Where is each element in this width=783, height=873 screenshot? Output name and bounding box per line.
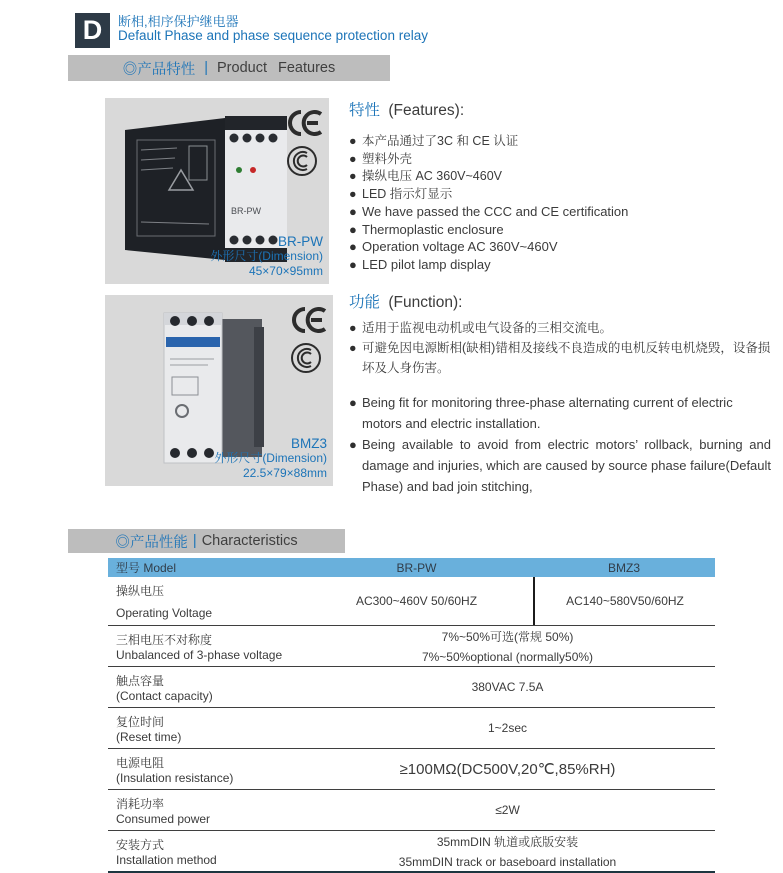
section-title-zh: ◎产品性能	[115, 534, 188, 551]
bullet-icon: ●	[349, 321, 357, 335]
cell-merged: 1~2sec	[487, 721, 528, 735]
function-heading-en: (Function):	[388, 294, 463, 311]
bullet-icon: ●	[349, 256, 357, 272]
features-heading-en: (Features):	[388, 102, 465, 119]
table-header-row	[108, 558, 715, 577]
row-label	[108, 577, 300, 625]
product-model: BMZ3	[290, 435, 327, 451]
cell-value-en: 7%~50%optional (normally50%)	[421, 650, 594, 664]
cell-bmz3: AC140~580V50/60HZ	[533, 577, 715, 625]
function-list-en	[349, 392, 771, 497]
dimension-label: 外形尺寸(Dimension)	[214, 451, 327, 465]
features-heading-zh: 特性	[349, 102, 381, 119]
row-label	[108, 708, 300, 748]
section-separator: |	[192, 533, 197, 549]
bullet-icon: ●	[349, 437, 357, 452]
certification-marks	[289, 305, 327, 375]
brand-logo: D	[75, 13, 110, 48]
list-item	[349, 221, 771, 239]
list-item	[349, 238, 771, 256]
list-item	[349, 151, 771, 169]
table-row	[108, 708, 715, 749]
table-row	[108, 667, 715, 708]
ccc-mark-icon	[285, 144, 319, 178]
list-item	[349, 434, 771, 497]
row-label-zh: 复位时间	[116, 715, 165, 729]
row-label-en: (Insulation resistance)	[116, 771, 234, 785]
product-model: BR-PW	[278, 233, 323, 249]
list-item	[349, 203, 771, 221]
section-bar-characteristics	[68, 529, 345, 553]
certification-marks	[285, 108, 323, 178]
dimension-value: 45×70×95mm	[248, 263, 323, 278]
bullet-icon: ●	[349, 186, 357, 201]
row-label	[108, 667, 300, 707]
row-label-en: Installation method	[116, 853, 217, 867]
cell-value-zh: 35mmDIN 轨道或底版安装	[436, 835, 579, 849]
cell-merged	[300, 831, 715, 871]
table-row	[108, 790, 715, 831]
list-item	[349, 318, 771, 338]
bullet-icon: ●	[349, 204, 357, 219]
function-list-zh	[349, 318, 771, 378]
list-item	[349, 256, 771, 274]
features-heading	[349, 98, 464, 120]
cell-merged: ≤2W	[495, 803, 520, 817]
feature-text: Operation voltage AC 360V~460V	[362, 239, 558, 254]
row-label	[108, 626, 300, 666]
row-label-zh: 操纵电压	[116, 584, 165, 598]
cell-merged: 380VAC 7.5A	[471, 680, 544, 694]
row-label-en: (Reset time)	[116, 730, 182, 744]
section-title-en: Product Features	[217, 60, 336, 76]
bullet-icon: ●	[349, 395, 357, 410]
features-list	[349, 133, 771, 273]
bullet-icon: ●	[349, 221, 357, 237]
section-bar-product-features	[68, 55, 390, 81]
ccc-mark-icon	[289, 341, 323, 375]
col-header-bmz3: BMZ3	[607, 560, 640, 575]
feature-text: Thermoplastic enclosure	[362, 221, 504, 237]
product-caption-br-pw	[210, 235, 323, 279]
section-title-zh: ◎产品特性	[122, 61, 196, 78]
bullet-icon: ●	[349, 169, 357, 183]
section-title-en: Characteristics	[201, 533, 298, 549]
page-title-en: Default Phase and phase sequence protection relay	[118, 28, 428, 43]
table-row	[108, 749, 715, 790]
function-text: 可避免因电源断相(缺相)错相及接线不良造成的电机反转电机烧毁，设备损坏及人身伤害。	[362, 341, 771, 375]
cell-br-pw: AC300~460V 50/60HZ	[355, 594, 478, 608]
ce-mark-icon	[289, 305, 327, 335]
ce-mark-icon	[285, 108, 323, 138]
svg-text:BR-PW: BR-PW	[231, 206, 261, 216]
table-row	[108, 577, 715, 626]
row-label	[108, 831, 300, 871]
row-label-en: Unbalanced of 3-phase voltage	[116, 648, 283, 662]
feature-text: 本产品通过了3C 和 CE 认证	[362, 134, 519, 148]
feature-text: 塑料外壳	[362, 151, 413, 166]
product-image-bmz3	[105, 295, 333, 486]
function-heading-zh: 功能	[349, 294, 381, 311]
row-label-zh: 安装方式	[116, 838, 165, 852]
dimension-value: 22.5×79×88mm	[242, 465, 327, 480]
row-label-en: Consumed power	[116, 812, 211, 826]
dimension-label: 外形尺寸(Dimension)	[210, 249, 323, 263]
row-label-zh: 消耗功率	[116, 797, 165, 811]
col-header-br-pw: BR-PW	[396, 560, 437, 575]
function-text: Being available to avoid from electric motors’ rollback, burning and damage and injuries, which are caused by source phase failure(Default Phase) and bad join stitching,	[362, 437, 772, 494]
row-label-en: Operating Voltage	[116, 606, 213, 620]
characteristics-table	[108, 558, 715, 873]
cell-value-zh: 7%~50%可选(常规 50%)	[441, 630, 574, 644]
list-item	[349, 186, 771, 204]
row-label-zh: 三相电压不对称度	[116, 633, 213, 647]
row-label-zh: 电源电阻	[116, 756, 165, 770]
bullet-icon: ●	[349, 134, 357, 148]
function-text: 适用于监视电动机或电气设备的三相交流电。	[362, 321, 613, 335]
feature-text: LED 指示灯显示	[362, 186, 453, 201]
bullet-icon: ●	[349, 341, 357, 355]
list-item	[349, 168, 771, 186]
product-image-br-pw	[105, 98, 329, 284]
list-item	[349, 392, 771, 434]
product-caption-bmz3	[214, 437, 327, 481]
feature-text: We have passed the CCC and CE certification	[362, 204, 629, 219]
cell-merged	[300, 626, 715, 666]
function-heading	[349, 290, 462, 312]
list-item	[349, 338, 771, 378]
row-label-zh: 触点容量	[116, 674, 165, 688]
bullet-icon: ●	[349, 239, 357, 254]
row-label-en: (Contact capacity)	[116, 689, 213, 703]
bullet-icon: ●	[349, 151, 357, 166]
feature-text: LED pilot lamp display	[362, 256, 491, 272]
row-label	[108, 790, 300, 830]
section-separator: |	[204, 60, 209, 76]
row-label	[108, 749, 300, 789]
function-text: Being fit for monitoring three-phase alternating current of electric motors and electric installation.	[362, 395, 733, 431]
list-item	[349, 133, 771, 151]
feature-text: 操纵电压 AC 360V~460V	[362, 169, 502, 183]
page-title-zh: 断相,相序保护继电器	[118, 14, 239, 29]
col-header-model: 型号 Model	[116, 561, 177, 575]
cell-value-en: 35mmDIN track or baseboard installation	[398, 855, 617, 869]
table-row	[108, 626, 715, 667]
cell-merged: ≥100MΩ(DC500V,20℃,85%RH)	[399, 761, 616, 778]
